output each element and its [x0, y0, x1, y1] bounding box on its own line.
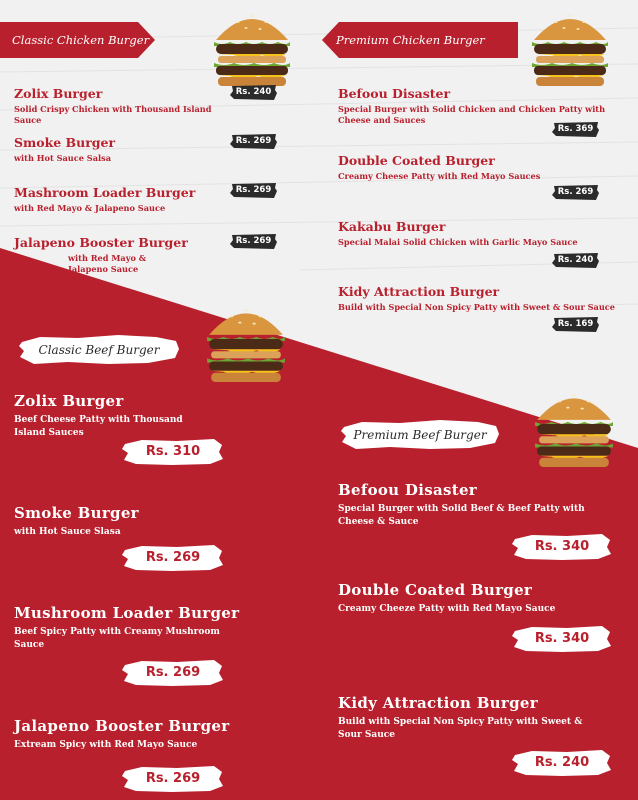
price-tag [230, 234, 277, 249]
item-name: Befoou Disaster [338, 86, 451, 101]
price: Rs. 340 [534, 539, 590, 554]
burger-image [205, 298, 287, 384]
price-brush [122, 764, 224, 794]
price: Rs. 269 [145, 550, 201, 565]
classic-chicken-banner [0, 22, 155, 58]
burger-image [530, 4, 610, 88]
menu-item [338, 153, 623, 182]
item-description: with Red Mayo & Jalapeno Sauce [68, 253, 147, 274]
menu-item [338, 481, 623, 528]
price: Rs. 269 [145, 665, 201, 680]
menu-item [14, 717, 274, 752]
price-brush [122, 543, 224, 573]
price: Rs. 340 [534, 631, 590, 646]
classic-beef-heading [18, 333, 180, 367]
menu-item [14, 392, 254, 439]
item-description: Creamy Cheese Patty with Red Mayo Sauces [338, 171, 541, 181]
price-brush [122, 437, 224, 467]
item-description: Solid Crispy Chicken with Thousand Island Sauce [14, 104, 212, 125]
price: Rs. 240 [534, 755, 590, 770]
menu-item [338, 86, 623, 126]
item-name: Befoou Disaster [338, 481, 478, 499]
premium-beef-title: Premium Beef Burger [353, 428, 487, 442]
price-tag [230, 85, 277, 100]
item-description: with Red Mayo & Jalapeno Sauce [14, 203, 166, 213]
price: Rs. 240 [557, 255, 594, 265]
menu-item [14, 135, 224, 164]
item-description: Special Malai Solid Chicken with Garlic Mayo Sauce [338, 237, 578, 247]
item-name: Smoke Burger [14, 504, 139, 522]
item-description: Special Burger with Solid Beef & Beef Patty with Cheese & Sauce [338, 504, 585, 527]
item-description: with Hot Sauce Slasa [14, 527, 121, 537]
item-name: Kidy Attraction Burger [338, 694, 538, 712]
menu-item [14, 185, 224, 214]
price-tag [552, 185, 599, 200]
price: Rs. 269 [235, 236, 272, 246]
menu-item [14, 86, 234, 126]
item-name: Smoke Burger [14, 135, 116, 150]
price: Rs. 269 [235, 185, 272, 195]
item-name: Zolix Burger [14, 86, 103, 101]
price-brush [122, 658, 224, 688]
item-description: Build with Special Non Spicy Patty with Sweet & Sour Sauce [338, 717, 583, 740]
menu-item [338, 219, 623, 248]
price-tag [552, 317, 599, 332]
item-name: Jalapeno Booster Burger [14, 235, 188, 250]
premium-chicken-banner [322, 22, 518, 58]
item-description: Beef Cheese Patty with Thousand Island Sauces [14, 415, 183, 438]
price: Rs. 240 [235, 87, 272, 97]
item-description: Beef Spicy Patty with Creamy Mushroom Sauce [14, 627, 220, 650]
item-name: Mashroom Loader Burger [14, 185, 196, 200]
item-name: Kidy Attraction Burger [338, 284, 500, 299]
menu-item [338, 581, 623, 616]
menu-item [14, 504, 254, 539]
item-description: Extream Spicy with Red Mayo Sauce [14, 740, 198, 750]
menu-item [14, 604, 264, 651]
menu-item [338, 284, 633, 313]
price-tag [552, 253, 599, 268]
price: Rs. 269 [145, 771, 201, 786]
price: Rs. 169 [557, 319, 594, 329]
item-description: Build with Special Non Spicy Patty with Sweet & Sour Sauce [338, 302, 615, 312]
price: Rs. 269 [557, 187, 594, 197]
premium-beef-heading [340, 418, 500, 452]
item-name: Zolix Burger [14, 392, 124, 410]
price: Rs. 269 [235, 136, 272, 146]
burger-image [532, 383, 616, 469]
item-description: Creamy Cheeze Patty with Red Mayo Sauce [338, 604, 556, 614]
menu-item [338, 694, 623, 741]
classic-beef-title: Classic Beef Burger [38, 343, 160, 357]
price-brush [512, 624, 612, 654]
premium-chicken-title: Premium Chicken Burger [336, 33, 485, 47]
price-tag [552, 122, 599, 137]
item-description: with Hot Sauce Salsa [14, 153, 112, 163]
price-tag [230, 183, 277, 198]
item-name: Kakabu Burger [338, 219, 446, 234]
price: Rs. 369 [557, 124, 594, 134]
item-name: Double Coated Burger [338, 581, 533, 599]
item-name: Double Coated Burger [338, 153, 495, 168]
price: Rs. 310 [145, 444, 201, 459]
price-tag [230, 134, 277, 149]
menu-item [14, 235, 229, 275]
price-brush [512, 748, 612, 778]
item-name: Jalapeno Booster Burger [14, 717, 230, 735]
burger-image [212, 4, 292, 88]
price-brush [512, 532, 612, 562]
item-description: Special Burger with Solid Chicken and Chicken Patty with Cheese and Sauces [338, 104, 606, 125]
item-name: Mushroom Loader Burger [14, 604, 240, 622]
classic-chicken-title: Classic Chicken Burger [12, 33, 150, 47]
